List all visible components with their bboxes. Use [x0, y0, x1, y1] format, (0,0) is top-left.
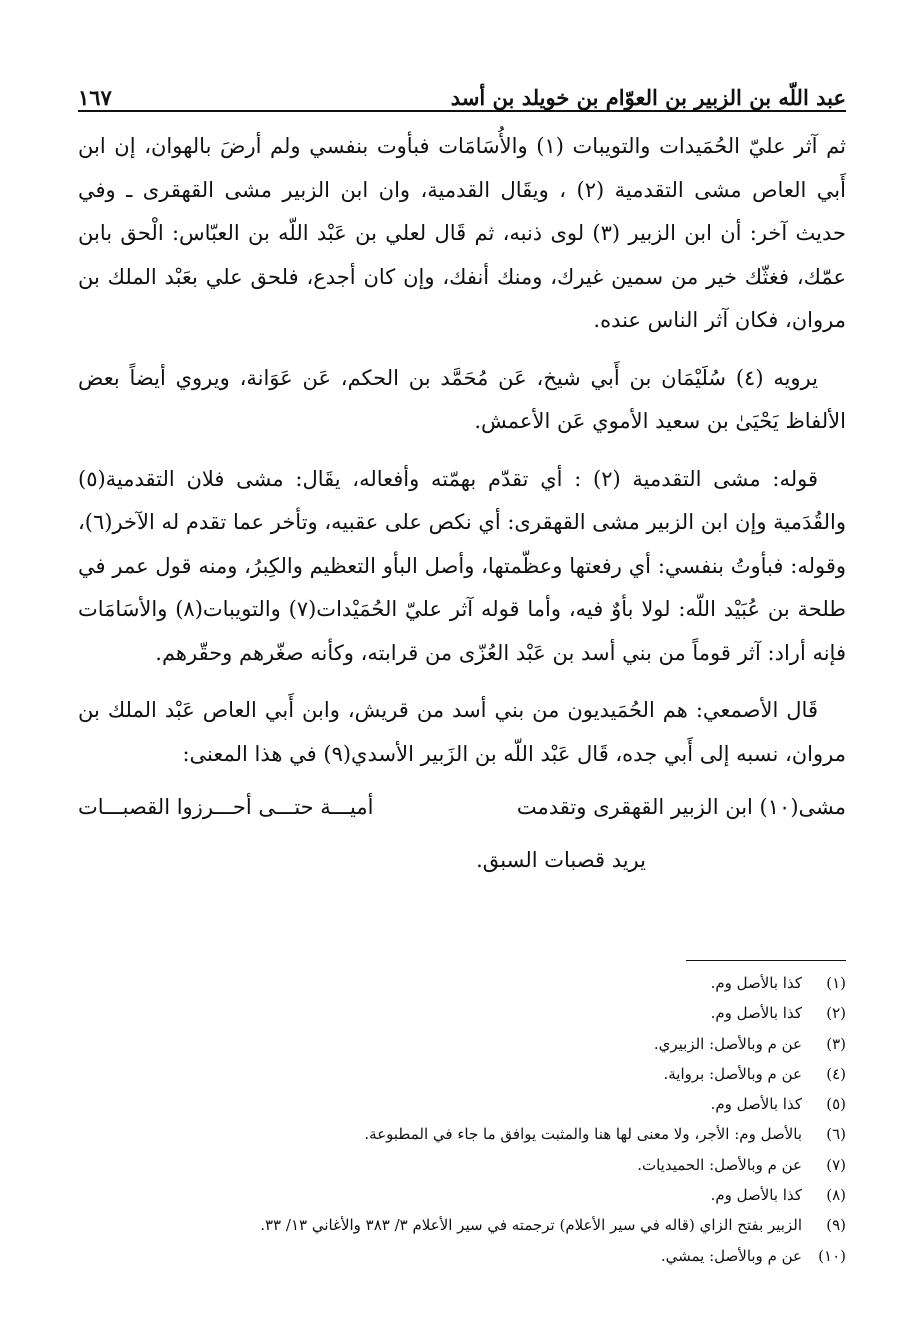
- verse-second-hemistich: أميـــة حتـــى أحـــرزوا القصبـــات: [78, 795, 374, 819]
- footnote-number: (٧): [826, 1155, 846, 1174]
- footnote-number: (٢): [826, 1004, 846, 1023]
- footnote: [78, 1059, 846, 1089]
- footnote-separator: [686, 960, 846, 961]
- footnote-number: (٦): [826, 1125, 846, 1144]
- footnote: [78, 1150, 846, 1180]
- footnote-number: (٨): [826, 1186, 846, 1205]
- footnote-text: عن م وبالأصل: الحميديات.: [637, 1155, 802, 1174]
- footnote-number: (١٠): [818, 1246, 846, 1265]
- footnote-text: بالأصل وم: الأجر، ولا معنى لها هنا والمثبت يوافق ما جاء في المطبوعة.: [364, 1125, 802, 1144]
- page-number: ١٦٧: [78, 85, 112, 110]
- paragraph: قوله: مشى التقدمية (٢) : أي تقدّم بهمّته وأفعاله، يقَال: مشى فلان التقدمية(٥) والقُدَمية وإن ابن الزبير مشى القهقرى: أي نكص على عقبيه، وتأخر عما تقدم له الآخر(٦)، وقوله: فبأوتُ بنفسي: أي رفعتها وعظّمتها، وأصل البأو التعظيم والكِبرُ، ومنه قول عمر في طلحة بن عُبَيْد اللّه: لولا بأوٌ فيه، وأما قوله آثر عليّ الحُمَيْدات(٧) والتويبات(٨) والأسَامَات فإنه أراد: آثر قوماً من بني أسد بن عَبْد العُزّى من قرابته، وكأنه صغّرهم وحقّرهم.: [77, 466, 846, 665]
- footnote: [78, 1089, 846, 1119]
- paragraph: ثم آثر عليّ الحُمَيدات والتويبات (١) والأُسَامَات فبأوت بنفسي ولم أرضَ بالهوان، إن ابن أَبي العاص مشى التقدمية (٢) ، ويقَال القدمية، وان ابن الزبير مشى القهقرى ـ وفي حديث آخر: أن ابن الزبير (٣) لوى ذنبه، ثم قَال لعلي بن عَبْد اللّه بن العبّاس: الْحق بابن عمّك، فغثّك خير من سمين غيرك، ومنك أنفك، وإن كان أجدع، فلحق علي بعَبْد الملك بن مروان، فكان آثر الناس عنده.: [78, 134, 847, 332]
- footnote-text: كذا بالأصل وم.: [710, 1186, 802, 1205]
- footnote-number: (١): [826, 974, 846, 992]
- page-header: [78, 60, 846, 110]
- footnote-text: كذا بالأصل وم.: [710, 974, 802, 992]
- footnote: [78, 968, 846, 998]
- footnote: [78, 1029, 846, 1059]
- paragraph: قَال الأصمعي: هم الحُمَيديون من بني أسد من قريش، وابن أَبي العاص عَبْد الملك بن مروان، نسبه إلى أَبي جده، قَال عَبْد اللّه بن الزَبير الأسدي(٩) في هذا المعنى:: [78, 698, 846, 766]
- footnote-number: (٥): [826, 1095, 846, 1114]
- main-text: [78, 125, 846, 883]
- footnote-number: (٩): [826, 1216, 846, 1235]
- footnote-text: الزبير بفتح الزاي (قاله في سير الأعلام) ترجمته في سير الأعلام ٣/ ٣٨٣ والأغاني ١٣/ ٣٣.: [260, 1216, 802, 1235]
- footnote-number: (٣): [826, 1034, 846, 1053]
- footnote-text: كذا بالأصل وم.: [710, 1004, 802, 1023]
- footnote: [78, 1180, 846, 1210]
- footnote: [78, 1210, 846, 1240]
- header-rule: [78, 110, 846, 112]
- verse-first-hemistich: مشى(١٠) ابن الزبير القهقرى وتقدمت: [516, 795, 846, 819]
- footnote-text: كذا بالأصل وم.: [710, 1095, 802, 1114]
- paragraph: يرويه (٤) سُلَيْمَان بن أَبي شيخ، عَن مُحَمَّد بن الحكم، عَن عَوَانة، ويروي أيضاً بعض الألفاظ يَحْيَىٰ بن سعيد الأموي عَن الأعمش.: [78, 365, 846, 433]
- poetry-verse: [78, 786, 846, 829]
- footnote-text: عن م وبالأصل: الزبيري.: [653, 1034, 802, 1053]
- footnote-text: عن م وبالأصل: برواية.: [663, 1064, 802, 1083]
- footnote-number: (٤): [826, 1064, 846, 1083]
- footnote-text: عن م وبالأصل: يمشي.: [660, 1246, 802, 1265]
- footnote: [78, 998, 846, 1028]
- verse-note: يريد قصبات السبق.: [476, 848, 646, 872]
- running-title: عبد اللّه بن الزبير بن العوّام بن خويلد بن أسد: [450, 85, 846, 110]
- footnotes: [78, 968, 846, 1271]
- footnote: [78, 1241, 846, 1271]
- footnote: [78, 1119, 846, 1149]
